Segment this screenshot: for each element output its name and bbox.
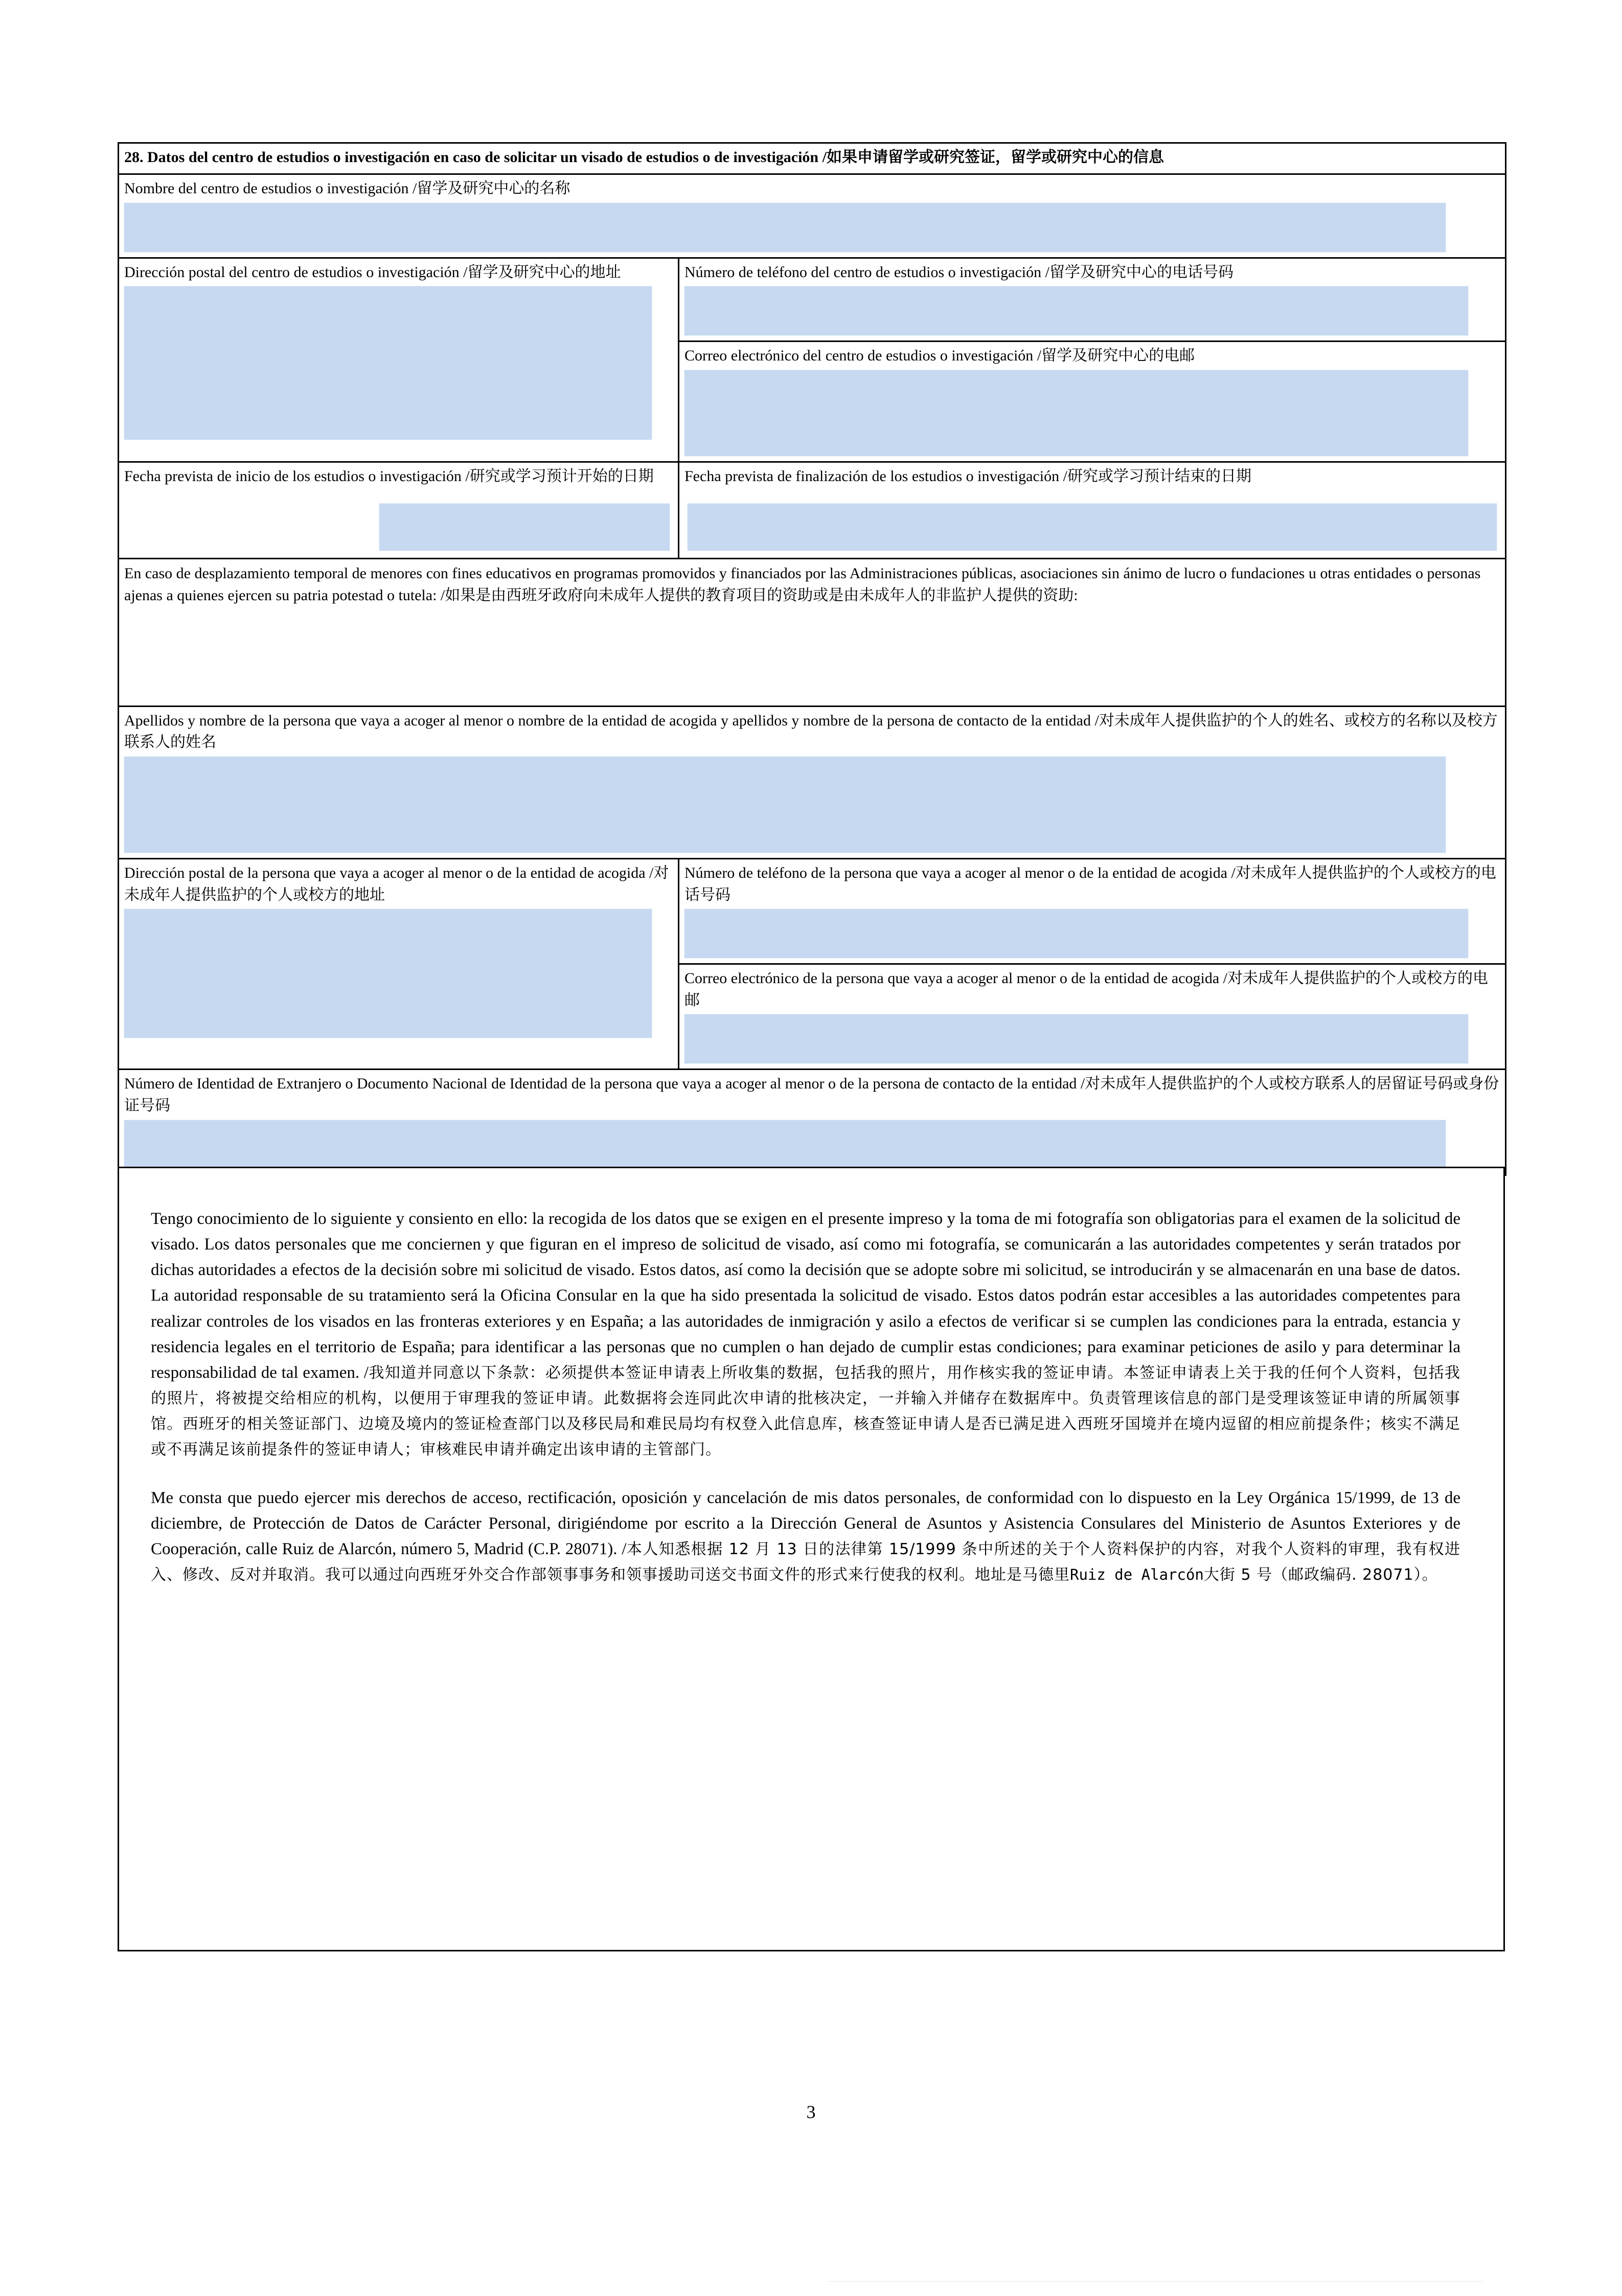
section-28-heading: 28. Datos del centro de estudios o investigación en caso de solicitar un visado de estudios o de investigación /如果申请留学或研究签证，留学或研究中心的信息 [119,143,1506,174]
table-row-minors-notice [119,558,1506,706]
host-phone-input[interactable] [684,909,1468,958]
host-name-input[interactable] [124,757,1446,853]
cell-host-id [119,1070,1506,1175]
consent-paragraph-1 [151,1206,1460,1463]
footer-rule [828,2281,1482,2282]
consent-paragraph-2-address-mono: Ruiz de Alarcón [1070,1566,1204,1584]
consent-paragraph-1-chinese: 我知道并同意以下条款：必须提供本签证申请表上所收集的数据，包括我的照片，用作核实我的签证申请。本签证申请表上关于我的任何个人资料，包括我的照片，将被提交给相应的机构，以便用于审理我的签证申请。此数据将会连同此次申请的批核决定，一并输入并储存在数据库中。负责管理该信息的部门是受理该签证申请的所属领事馆。西班牙的相关签证部门、边境及境内的签证检查部门以及移民局和难民局均有权登入此信息库，核查签证申请人是否已满足进入西班牙国境并在境内逗留的相应前提条件；核实不满足或不再满足该前提条件的签证申请人；审核难民申请并确定出该申请的主管部门。 [151,1363,1461,1459]
cell-host-name [119,706,1506,858]
cell-center-email [679,342,1506,462]
consent-paragraph-2-spanish: Me consta que puedo ejercer mis derechos de acceso, rectificación, oposición y cancelación de mis datos personales, de conformidad con lo dispuesto en la Ley Orgánica 15/1999, de 13 de diciembre, de Protección de Datos de Carácter Personal, dirigiéndome por escrito a la Dirección General de Asuntos y Asistencia Consulares del Ministerio de Asuntos Exteriores y de Cooperación, calle Ruiz de Alarcón, número 5, Madrid (C.P. 28071). / [151,1488,1460,1558]
table-row-center-name [119,174,1506,258]
table-row-host-name [119,706,1506,858]
table-row-section-heading [119,143,1506,174]
table-row-host-id [119,1070,1506,1175]
cell-end-date [679,462,1506,558]
cell-host-email [679,964,1506,1070]
center-email-label: Correo electrónico del centro de estudios o investigación /留学及研究中心的电邮 [684,347,1195,365]
cell-host-address [119,858,679,1069]
host-email-input[interactable] [684,1014,1468,1063]
host-id-label: Número de Identidad de Extranjero o Documento Nacional de Identidad de la persona que vaya a acoger al menor o de la persona de contacto de la entidad /对未成年人提供监护的个人或校方联系人的居留证号码或身份证号码 [124,1075,1499,1114]
consent-paragraph-2 [151,1485,1460,1588]
center-phone-input[interactable] [684,286,1468,335]
end-date-input[interactable] [688,504,1497,551]
end-date-label: Fecha prevista de finalización de los estudios o investigación /研究或学习预计结束的日期 [684,467,1251,485]
center-phone-label: Número de teléfono del centro de estudios o investigación /留学及研究中心的电话号码 [684,263,1233,281]
table-row-center-address-phone [119,258,1506,342]
host-id-input[interactable] [124,1120,1446,1169]
center-address-input[interactable] [124,286,652,440]
cell-start-date [119,462,679,558]
cell-center-name [119,174,1506,258]
center-address-label: Dirección postal del centro de estudios o investigación /留学及研究中心的地址 [124,263,621,281]
center-name-input[interactable] [124,203,1446,252]
consent-paragraph-2-chinese: 本人知悉根据 12 月 13 日的法律第 15/1999 条中所述的关于个人资料保护的内容，对我个人资料的审理，我有权进入、修改、反对并取消。我可以通过向西班牙外交合作部领事事务和领事援助司送交书面文件的形式来行使我的权利。地址是马德里 [151,1540,1460,1584]
consent-box [118,1167,1505,1951]
host-name-label: Apellidos y nombre de la persona que vaya a acoger al menor o nombre de la entidad de acogida y apellidos y nombre de la persona de contacto de la entidad /对未成年人提供监护的个人的姓名、或校方的名称以及校方联系人的姓名 [124,712,1498,751]
host-email-label: Correo electrónico de la persona que vaya a acoger al menor o de la entidad de acogida /对未成年人提供监护的个人或校方的电邮 [684,970,1489,1009]
table-row-dates [119,462,1506,558]
cell-center-address [119,258,679,462]
consent-paragraph-1-spanish: Tengo conocimiento de lo siguiente y consiento en ello: la recogida de los datos que se exigen en el presente impreso y la toma de mi fotografía son obligatorias para el examen de la solicitud de visado. Los datos personales que me conciernen y que figuran en el impreso de solicitud de visado, así como mi fotografía, se comunicarán a las autoridades competentes y serán tratados por dichas autoridades a efectos de la decisión sobre mi solicitud de visado. Estos datos, así como la decisión que se adopte sobre mi solicitud, se introducirán y se almacenarán en una base de datos. La autoridad responsable de su tratamiento será la Oficina Consular en la que ha sido presentada la solicitud de visado. Estos datos podrán estar accesibles a las autoridades competentes para realizar controles de los visados en las fronteras exteriores y en España; a las autoridades de inmigración y asilo a efectos de verificar si se cumplen las condiciones para la entrada, estancia y residencia legales en el territorio de España; para identificar a las personas que no cumplen o han dejado de cumplir estas condiciones; para examinar peticiones de asilo y para determinar la responsabilidad de tal examen. / [151,1210,1460,1382]
table-row-host-address-phone [119,858,1506,964]
center-email-input[interactable] [684,370,1468,456]
page-number: 3 [806,2102,816,2122]
cell-center-phone [679,258,1506,342]
cell-host-phone [679,858,1506,964]
host-address-label: Dirección postal de la persona que vaya a acoger al menor o de la entidad de acogida /对未成年人提供监护的个人或校方的地址 [124,864,669,903]
section-28-table [118,142,1506,1176]
center-name-label: Nombre del centro de estudios o investigación /留学及研究中心的名称 [124,180,570,197]
start-date-label: Fecha prevista de inicio de los estudios o investigación /研究或学习预计开始的日期 [124,467,654,485]
host-address-input[interactable] [124,909,652,1038]
cell-minors-notice [119,558,1506,706]
consent-paragraph-2-address-tail: 大街 5 号（邮政编码. 28071）。 [1203,1566,1438,1584]
minors-notice-text: En caso de desplazamiento temporal de menores con fines educativos en programas promovidos y financiados por las Administraciones públicas, asociaciones sin ánimo de lucro o fundaciones u otras entidades o personas ajenas a quienes ejercen su patria potestad o tutela: /如果是由西班牙政府向未成年人提供的教育项目的资助或是由未成年人的非监护人提供的资助: [124,564,1481,604]
start-date-input[interactable] [379,504,670,551]
host-phone-label: Número de teléfono de la persona que vaya a acoger al menor o de la entidad de acogida /对未成年人提供监护的个人或校方的电话号码 [684,864,1496,903]
